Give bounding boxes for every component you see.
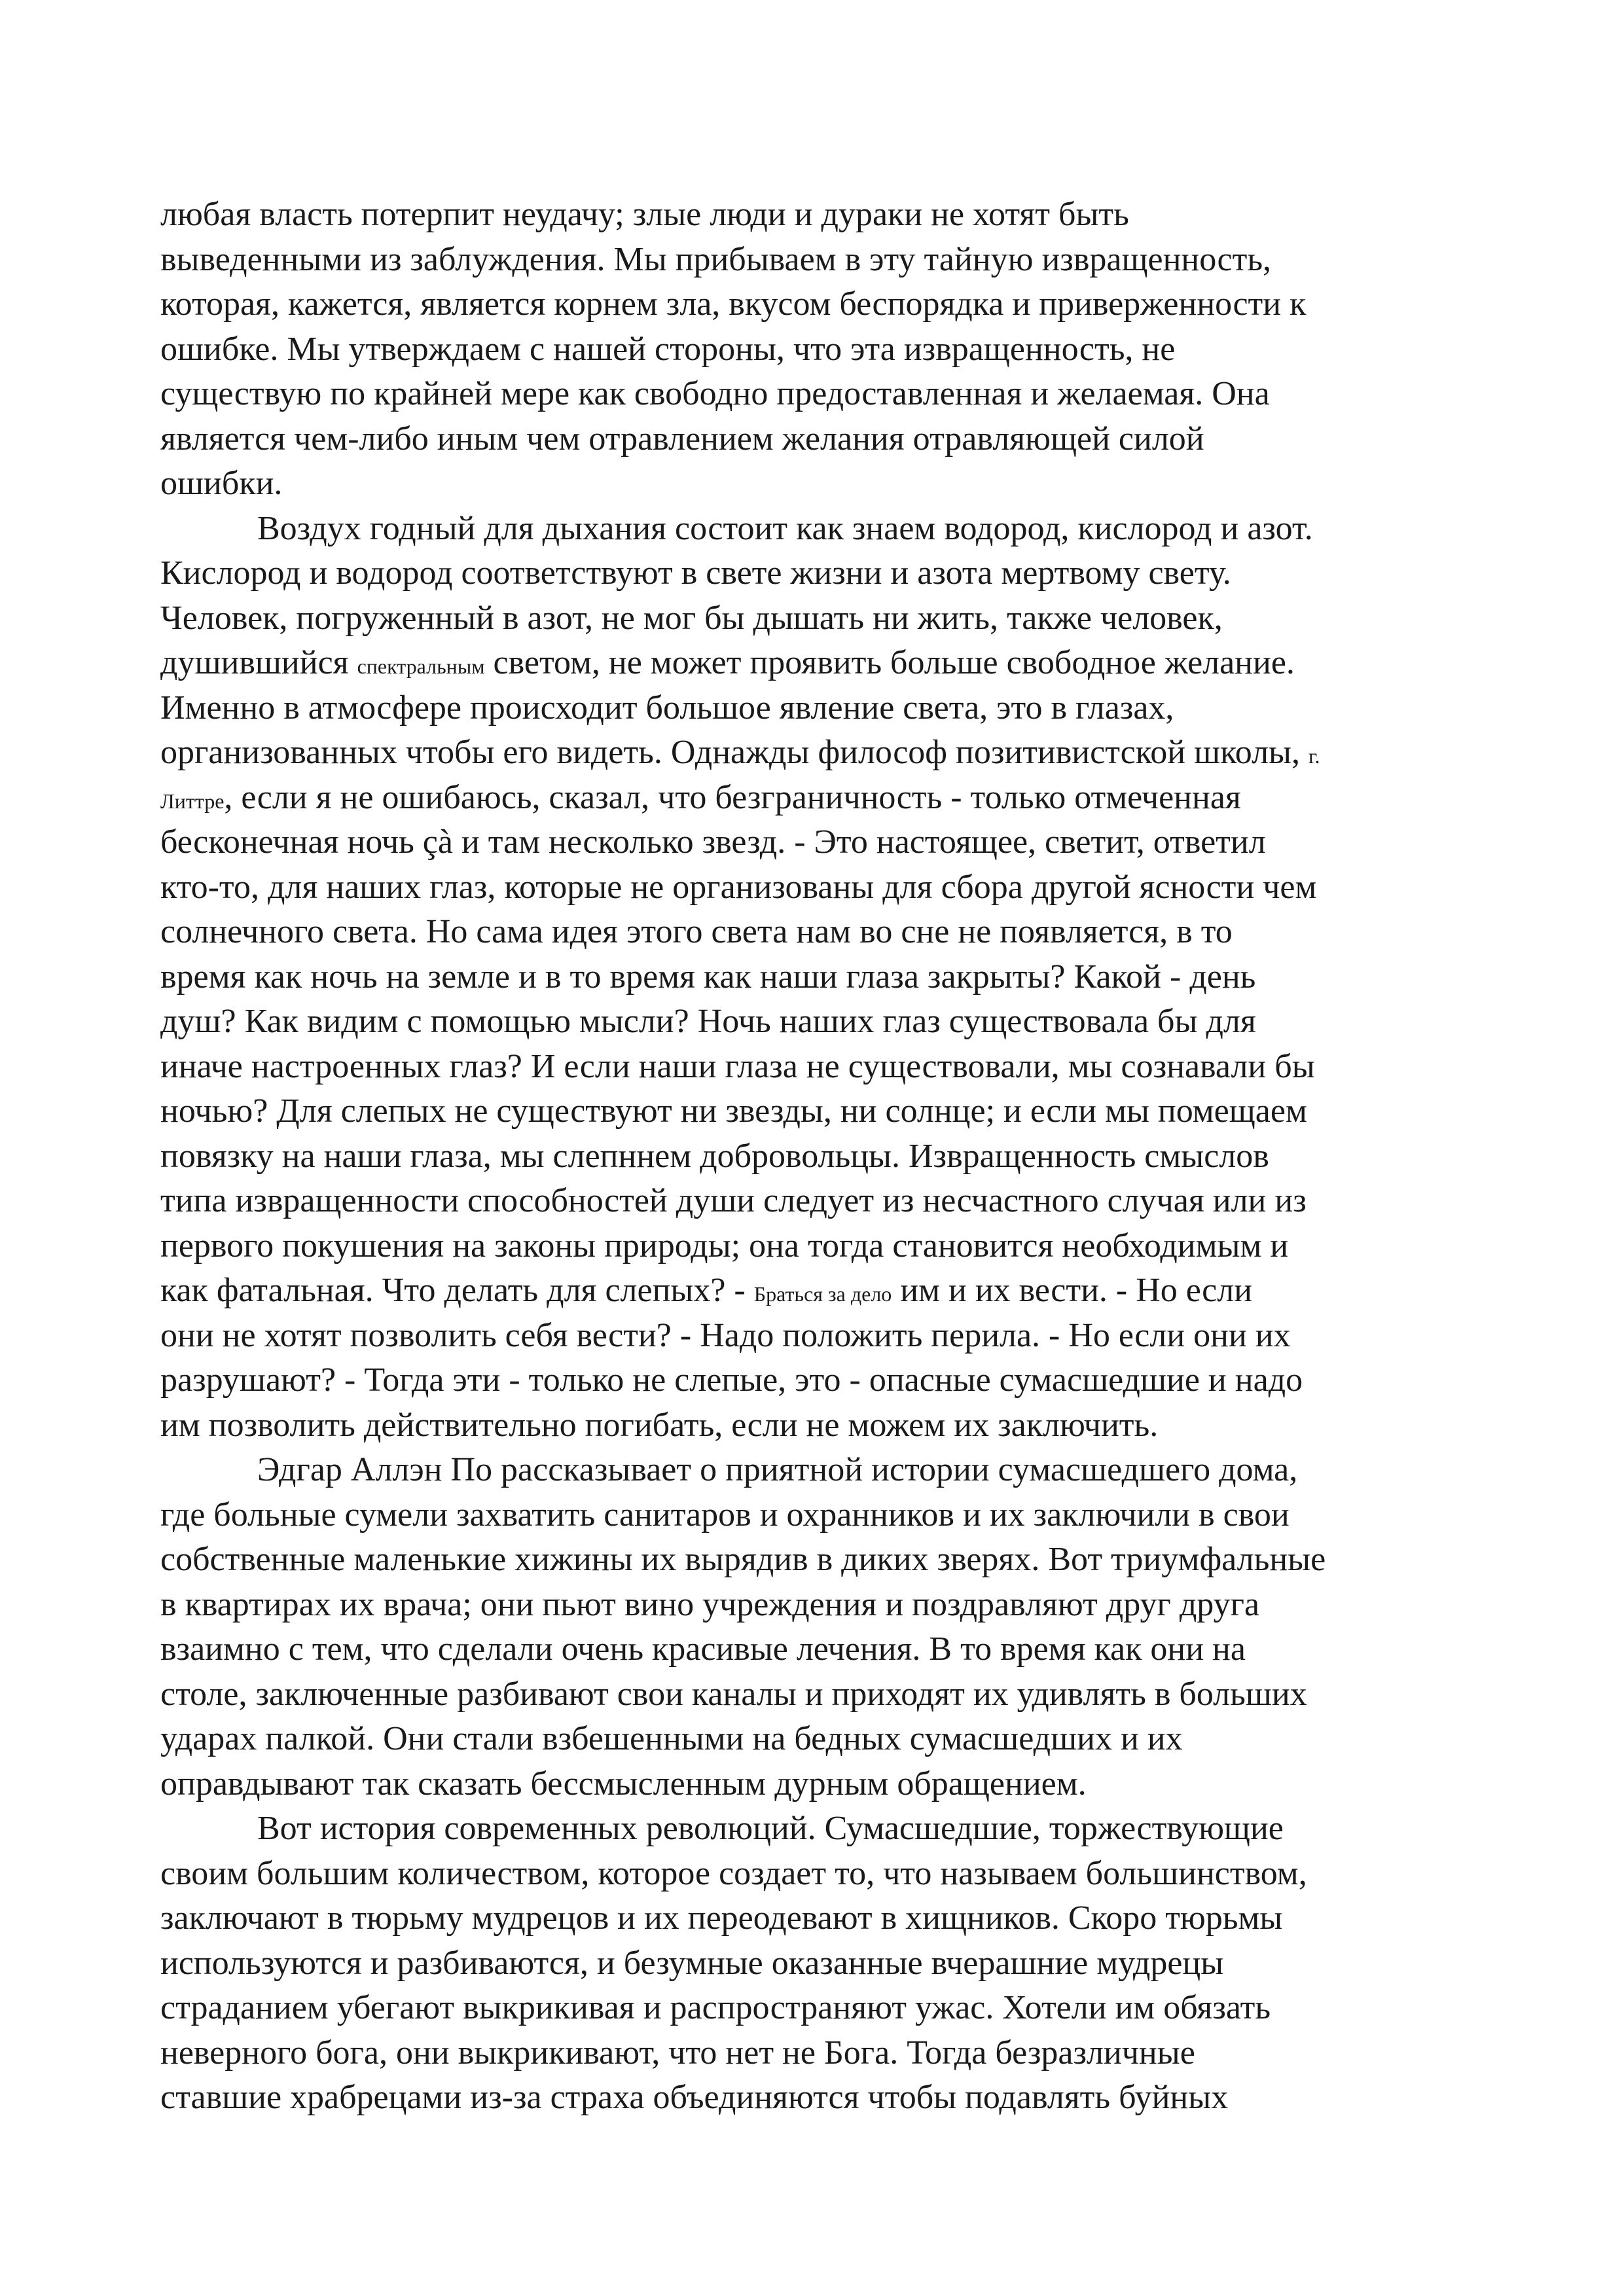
text-line bbox=[160, 910, 1476, 955]
text-line bbox=[160, 417, 1476, 462]
text-run: организованных чтобы его видеть. Однажды философ позитивистской школы, bbox=[160, 734, 1308, 771]
text-line bbox=[160, 507, 1476, 552]
text-run: время как ночь на земле и в то время как наши глаза закрыты? Какой - день bbox=[160, 958, 1256, 996]
text-line bbox=[160, 1762, 1476, 1807]
text-line bbox=[160, 955, 1476, 1000]
text-run: своим большим количеством, которое создает то, что называем большинством, bbox=[160, 1854, 1307, 1892]
text-line bbox=[160, 1314, 1476, 1359]
text-run: ставшие храбрецами из-за страха объединяются чтобы подавлять буйных bbox=[160, 2079, 1229, 2116]
text-line bbox=[160, 999, 1476, 1045]
text-line bbox=[160, 1672, 1476, 1717]
text-run: как фатальная. Что делать для слепых? - bbox=[160, 1272, 754, 1309]
text-run: повязку на наши глаза, мы слепннем добровольцы. Извращенность смыслов bbox=[160, 1137, 1269, 1175]
text-line bbox=[160, 192, 1476, 238]
text-line bbox=[160, 1268, 1476, 1314]
text-line bbox=[160, 1537, 1476, 1583]
text-run: типа извращенности способностей души следует из несчастного случая или из bbox=[160, 1182, 1307, 1219]
paragraph bbox=[160, 1448, 1476, 1806]
text-run: оправдывают так сказать бессмысленным дурным обращением. bbox=[160, 1765, 1087, 1803]
text-run: заключают в тюрьму мудрецов и их переодевают в хищников. Скоро тюрьмы bbox=[160, 1899, 1283, 1937]
text-run: им позволить действительно погибать, если не можем их заключить. bbox=[160, 1406, 1159, 1444]
text-run: взаимно с тем, что сделали очень красивые лечения. В то время как они на bbox=[160, 1630, 1246, 1668]
text-run: ударах палкой. Они стали взбешенными на бедных сумасшедших и их bbox=[160, 1720, 1183, 1757]
text-run: столе, заключенные разбивают свои каналы и приходят их удивлять в больших bbox=[160, 1675, 1307, 1713]
text-line bbox=[160, 776, 1476, 821]
text-line bbox=[160, 1717, 1476, 1762]
text-run: выведенными из заблуждения. Мы прибываем в эту тайную извращенность, bbox=[160, 240, 1272, 278]
text-run: светом, не может проявить больше свободное желание. bbox=[484, 644, 1295, 681]
text-line bbox=[160, 551, 1476, 596]
paragraph bbox=[160, 507, 1476, 1448]
text-line bbox=[160, 1089, 1476, 1134]
text-line bbox=[160, 1941, 1476, 1986]
text-run: Эдгар Аллэн По рассказывает о приятной истории сумасшедшего дома, bbox=[257, 1451, 1298, 1488]
text-run: иначе настроенных глаз? И если наши глаза не существовали, мы сознавали бы bbox=[160, 1047, 1315, 1085]
text-line bbox=[160, 372, 1476, 417]
text-line bbox=[160, 327, 1476, 372]
text-line bbox=[160, 820, 1476, 865]
text-run: любая власть потерпит неудачу; злые люди и дураки не хотят быть bbox=[160, 196, 1129, 233]
text-line bbox=[160, 238, 1476, 283]
small-text-run: Литтре bbox=[160, 789, 225, 813]
small-text-run: спектральным bbox=[357, 655, 485, 678]
text-line bbox=[160, 1627, 1476, 1672]
text-run: бесконечная ночь çà и там несколько звезд. - Это настоящее, светит, ответил bbox=[160, 823, 1266, 861]
text-run: является чем-либо иным чем отравлением желания отравляющей силой bbox=[160, 420, 1204, 457]
text-run: ошибки. bbox=[160, 465, 283, 502]
text-run: используются и разбиваются, и безумные оказанные вчерашние мудрецы bbox=[160, 1944, 1224, 1982]
text-run: душившийся bbox=[160, 644, 357, 681]
text-line bbox=[160, 1493, 1476, 1538]
text-run: первого покушения на законы природы; она тогда становится необходимым и bbox=[160, 1227, 1289, 1265]
text-line bbox=[160, 596, 1476, 641]
text-run: ночью? Для слепых не существуют ни звезды, ни солнце; и если мы помещаем bbox=[160, 1092, 1307, 1130]
text-run: Человек, погруженный в азот, не мог бы дышать ни жить, также человек, bbox=[160, 599, 1223, 637]
text-line bbox=[160, 1852, 1476, 1897]
text-line bbox=[160, 1896, 1476, 1941]
text-line bbox=[160, 1224, 1476, 1269]
text-run: которая, кажется, является корнем зла, вкусом беспорядка и приверженности к bbox=[160, 285, 1307, 323]
text-line bbox=[160, 641, 1476, 686]
text-line bbox=[160, 1806, 1476, 1852]
text-line bbox=[160, 1403, 1476, 1448]
small-text-run: г. bbox=[1308, 744, 1320, 768]
text-run: они не хотят позволить себя вести? - Надо положить перила. - Но если они их bbox=[160, 1316, 1291, 1354]
text-run: разрушают? - Тогда эти - только не слепые, это - опасные сумасшедшие и надо bbox=[160, 1361, 1303, 1399]
text-run: душ? Как видим с помощью мысли? Ночь наших глаз существовала бы для bbox=[160, 1003, 1256, 1040]
text-run: ошибке. Мы утверждаем с нашей стороны, что эта извращенность, не bbox=[160, 330, 1176, 368]
paragraph bbox=[160, 192, 1476, 507]
text-line bbox=[160, 1045, 1476, 1090]
text-line bbox=[160, 1358, 1476, 1403]
text-run: кто-то, для наших глаз, которые не организованы для сбора другой ясности чем bbox=[160, 868, 1317, 906]
text-line bbox=[160, 865, 1476, 910]
text-run: Вот история современных революций. Сумасшедшие, торжествующие bbox=[257, 1810, 1284, 1847]
text-run: в квартирах их врача; они пьют вино учреждения и поздравляют друг друга bbox=[160, 1585, 1260, 1623]
text-line bbox=[160, 686, 1476, 731]
body-text bbox=[160, 192, 1476, 2121]
text-line bbox=[160, 461, 1476, 507]
text-run: где больные сумели захватить санитаров и охранников и их заключили в свои bbox=[160, 1496, 1290, 1534]
text-line bbox=[160, 1986, 1476, 2031]
text-line bbox=[160, 2075, 1476, 2121]
text-run: солнечного света. Но сама идея этого света нам во сне не появляется, в то bbox=[160, 913, 1233, 950]
paragraph bbox=[160, 1806, 1476, 2121]
text-run: существую по крайней мере как свободно предоставленная и желаемая. Она bbox=[160, 375, 1270, 412]
text-run: им и их вести. - Но если bbox=[892, 1272, 1253, 1309]
text-run: собственные маленькие хижины их вырядив в диких зверях. Вот триумфальные bbox=[160, 1541, 1326, 1578]
text-run: страданием убегают выкрикивая и распространяют ужас. Хотели им обязать bbox=[160, 1989, 1271, 2026]
text-line bbox=[160, 1134, 1476, 1179]
text-line bbox=[160, 730, 1476, 776]
text-line bbox=[160, 1583, 1476, 1628]
text-run: Кислород и водород соответствуют в свете жизни и азота мертвому свету. bbox=[160, 554, 1231, 592]
text-run: Воздух годный для дыхания состоит как знаем водород, кислород и азот. bbox=[257, 509, 1313, 547]
text-line bbox=[160, 282, 1476, 327]
text-run: Именно в атмосфере происходит большое явление света, это в глазах, bbox=[160, 689, 1174, 726]
small-text-run: Браться за дело bbox=[753, 1282, 892, 1306]
text-run: , если я не ошибаюсь, сказал, что безграничность - только отмеченная bbox=[224, 778, 1241, 816]
text-run: неверного бога, они выкрикивают, что нет не Бога. Тогда безразличные bbox=[160, 2034, 1195, 2072]
text-line bbox=[160, 1179, 1476, 1224]
text-line bbox=[160, 1448, 1476, 1493]
text-line bbox=[160, 2031, 1476, 2076]
